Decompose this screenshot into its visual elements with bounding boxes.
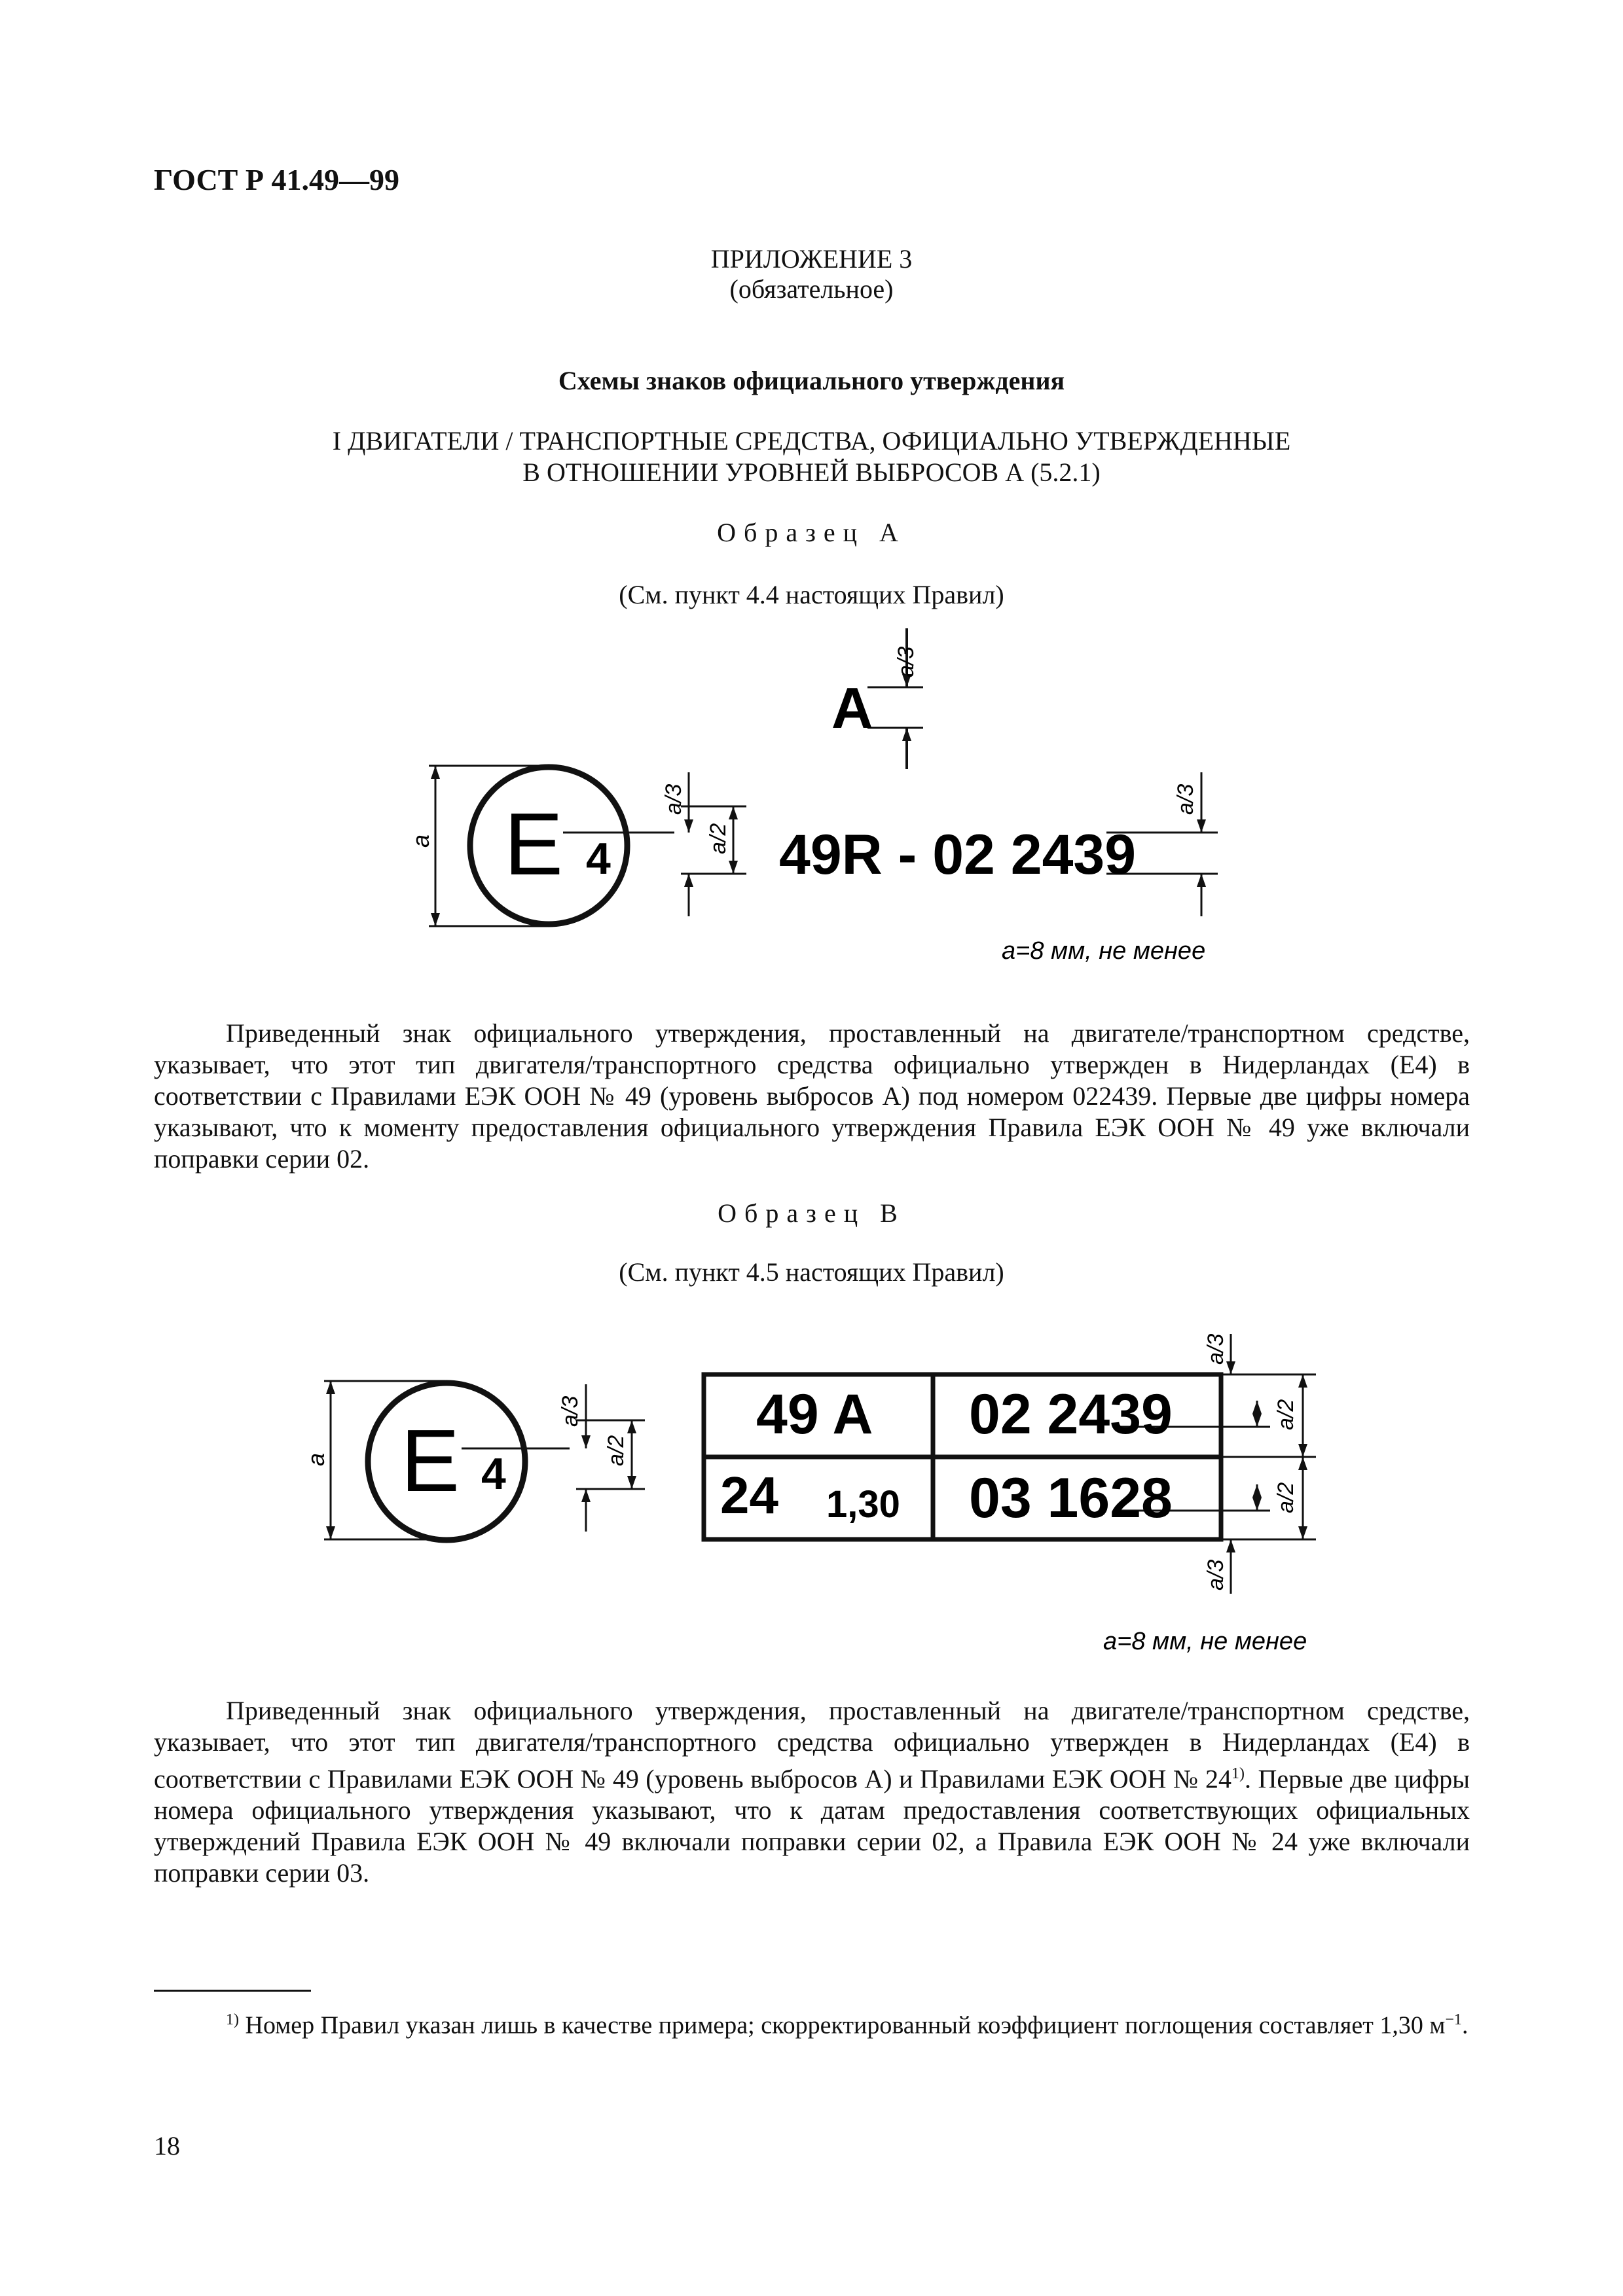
sample-a-approval-string: 49R - 02 2439: [779, 823, 1137, 886]
sample-a-size-note: a=8 мм, не менее: [1002, 937, 1206, 965]
sample-a-dim-a3-letter: a/3: [894, 646, 919, 677]
sample-b-dim-a3-bottom: a/3: [1203, 1559, 1228, 1590]
section-heading-line1: I ДВИГАТЕЛИ / ТРАНСПОРТНЫЕ СРЕДСТВА, ОФИЦИАЛЬНО УТВЕРЖДЕННЫЕ: [332, 426, 1291, 456]
sample-a-paragraph: Приведенный знак официального утверждения, проставленный на двигателе/транспортном средстве, указывает, что этот тип двигателя/транспортного средства официально утвержден в Нидерландах (Е4) в соответствии с Правилами ЕЭК ООН № 49 (уровень выбросов А) под номером 022439. Первые две цифры номера указывают, что к моменту предоставления официального утверждения Правила ЕЭК ООН № 49 уже включали поправки серии 02.: [154, 1018, 1470, 1174]
sample-b-dim-a2-bottom: a/2: [1273, 1482, 1298, 1513]
footnote-reference[interactable]: 1): [1231, 1765, 1245, 1782]
appendix-subtitle: (обязательное): [729, 274, 894, 304]
section-heading: [0, 425, 1623, 488]
scheme-title: Схемы знаков официального утверждения: [558, 366, 1065, 395]
sample-a-dim-a: a: [407, 834, 434, 848]
sample-b-title: Образец В: [718, 1198, 905, 1228]
sample-a-dim-a3-right: a/3: [1173, 783, 1198, 815]
sample-b-dim-a2-top: a/2: [1273, 1399, 1298, 1430]
footnote-divider: [154, 1990, 311, 1992]
sample-a-approval-mark: [0, 622, 1623, 988]
sample-b-cell-r2c1-small: 1,30: [826, 1483, 900, 1526]
sample-b-size-note: a=8 мм, не менее: [1103, 1628, 1307, 1655]
sample-b-dim-a2-left: a/2: [604, 1435, 629, 1466]
footnote-text-part1: Номер Правил указан лишь в качестве примера; скорректированный коэффициент поглощения составляет 1,30 м: [239, 2011, 1446, 2039]
sample-b-dim-a: a: [302, 1452, 329, 1466]
sample-a-title: Образец А: [717, 518, 906, 547]
sample-b-cell-r2c1-main: 24: [720, 1466, 778, 1524]
sample-b-paragraph: [154, 1695, 1470, 1889]
sample-b-cell-r1c2: 02 2439: [969, 1383, 1173, 1446]
sample-b-country-number: 4: [481, 1449, 506, 1499]
footnote-text-part2: .: [1461, 2011, 1468, 2039]
sample-b-reference: (См. пункт 4.5 настоящих Правил): [619, 1257, 1004, 1287]
sample-b-paragraph-part1: Приведенный знак официального утверждения, проставленный на двигателе/транспортном средстве, указывает, что этот тип двигателя/транспортного средства официально утвержден в Нидерландах (Е4) в соответствии с Правилами ЕЭК ООН № 49 (уровень выбросов А) и Правилами ЕЭК ООН № 24: [154, 1696, 1470, 1794]
page-number: 18: [154, 2131, 180, 2161]
sample-a-letter: A: [831, 675, 873, 740]
document-id: ГОСТ Р 41.49—99: [154, 163, 399, 196]
sample-b-cell-r2c2: 03 1628: [969, 1467, 1173, 1530]
sample-b-dim-a3-left: a/3: [558, 1395, 583, 1427]
sample-b-e-letter: E: [401, 1411, 460, 1510]
section-heading-line2: В ОТНОШЕНИИ УРОВНЕЙ ВЫБРОСОВ А (5.2.1): [522, 457, 1101, 487]
footnote-exponent: −1: [1445, 2011, 1462, 2028]
sample-a-country-number: 4: [586, 834, 611, 884]
footnote-marker: 1): [226, 2011, 239, 2028]
sample-a-dim-a3-left: a/3: [661, 783, 686, 815]
sample-a-reference: (См. пункт 4.4 настоящих Правил): [619, 580, 1004, 609]
sample-b-paragraph-part2: . Первые две цифры номера официального утверждения указывают, что к датам предоставления соответствующих официальных утверждений Правила ЕЭК ООН № 49 включали поправки серии 02, а Правила ЕЭК ООН № 24 уже включали поправки серии 03.: [154, 1764, 1470, 1888]
sample-a-e-letter: E: [504, 795, 564, 893]
sample-a-dim-a2: a/2: [706, 823, 731, 854]
footnote: [154, 2004, 1470, 2041]
sample-b-cell-r1c1: 49 A: [756, 1383, 873, 1446]
sample-b-dim-a3-top: a/3: [1203, 1333, 1228, 1365]
appendix-title: ПРИЛОЖЕНИЕ 3: [710, 244, 913, 274]
sample-b-approval-mark: [0, 1309, 1623, 1676]
